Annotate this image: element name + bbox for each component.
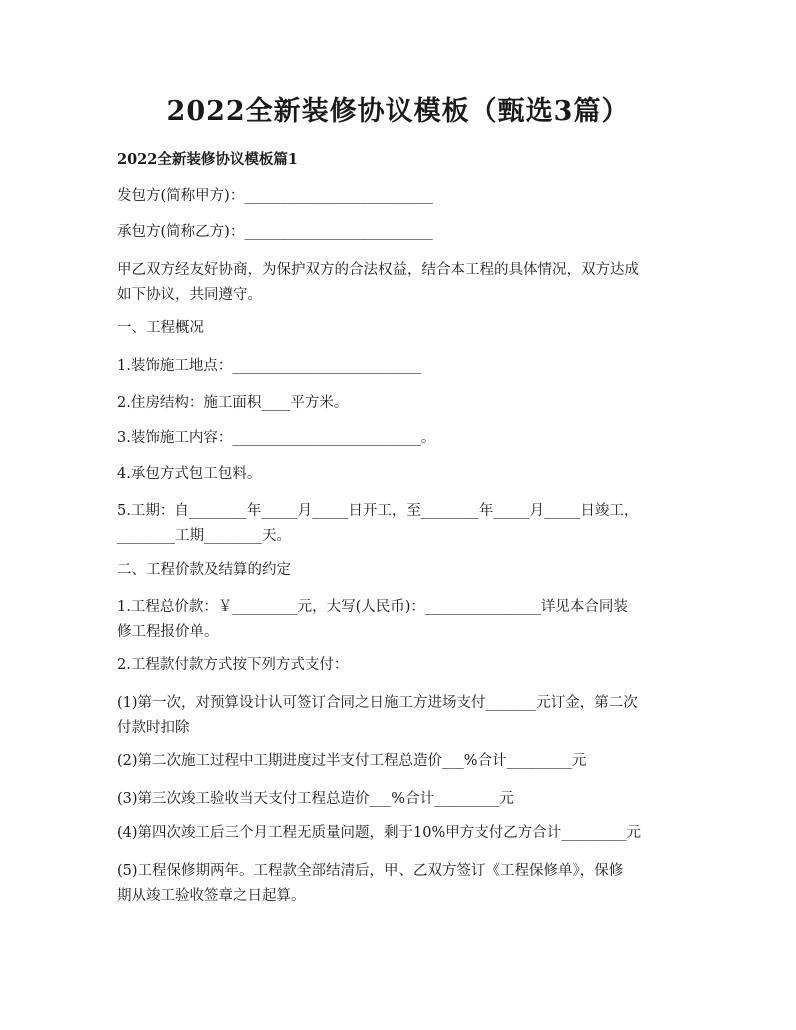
clause-total-price-line-2: 修工程报价单。 <box>117 624 219 640</box>
payment-third: (3)第三次竣工验收当天支付工程总造价___%合计_________元 <box>117 791 514 807</box>
clause-content: 3.装饰施工内容：__________________________。 <box>117 430 436 446</box>
intro-paragraph-line-1: 甲乙双方经友好协商，为保护双方的合法权益，结合本工程的具体情况，双方达成 <box>117 262 639 278</box>
party-b-line: 承包方(简称乙方)：__________________________ <box>117 224 433 240</box>
clause-structure: 2.住房结构：施工面积____平方米。 <box>117 395 349 411</box>
section-heading: 2022全新装修协议模板篇1 <box>117 151 298 168</box>
warranty-line-1: (5)工程保修期两年。工程款全部结清后，甲、乙双方签订《工程保修单》，保修 <box>117 863 624 879</box>
warranty-line-2: 期从竣工验收签章之日起算。 <box>117 888 306 904</box>
payment-fourth: (4)第四次竣工后三个月工程无质量问题，剩于10%甲方支付乙方合计_________元 <box>117 825 642 841</box>
clause-location: 1.装饰施工地点：__________________________ <box>117 358 421 374</box>
section-heading-overview: 一、工程概况 <box>117 320 204 336</box>
party-a-line: 发包方(简称甲方)：__________________________ <box>117 188 433 204</box>
page-title: 2022全新装修协议模板（甄选3篇） <box>166 96 630 127</box>
payment-first-line-2: 付款时扣除 <box>117 720 190 736</box>
payment-first-line-1: (1)第一次，对预算设计认可签订合同之日施工方进场支付_______元订金，第二次 <box>117 695 638 711</box>
payment-second: (2)第二次施工过程中工期进度过半支付工程总造价___%合计_________元 <box>117 753 587 769</box>
clause-schedule-line-2: ________工期________天。 <box>117 528 291 544</box>
clause-total-price-line-1: 1.工程总价款：￥_________元，大写(人民币)：________________详见本合同装 <box>117 599 628 615</box>
clause-schedule-line-1: 5.工期：自________年_____月_____日开工，至________年_____月_____日竣工， <box>117 503 639 519</box>
clause-payment-method: 2.工程款付款方式按下列方式支付： <box>117 657 349 673</box>
section-heading-payment: 二、工程价款及结算的约定 <box>117 562 291 578</box>
clause-contract-method: 4.承包方式包工包料。 <box>117 466 262 482</box>
intro-paragraph-line-2: 如下协议，共同遵守。 <box>117 287 262 303</box>
